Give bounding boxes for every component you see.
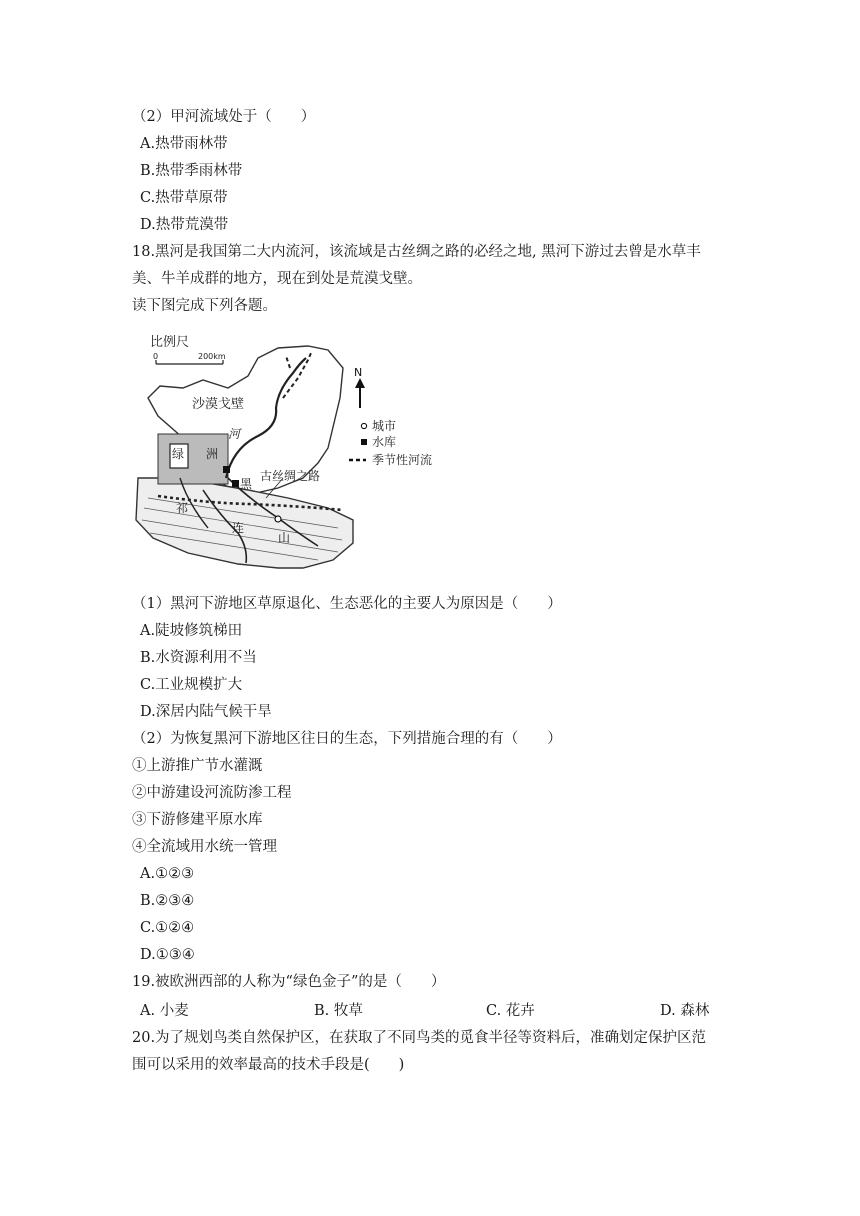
q18-sub1-option-a: A.陡坡修筑梯田: [140, 623, 243, 639]
q18-sub1-option-d: D.深居内陆气候干旱: [140, 704, 272, 720]
q18-sub2: （2）为恢复黑河下游地区往日的生态，下列措施合理的有（ ）: [132, 731, 562, 747]
oasis-label-lv: 绿: [172, 447, 185, 461]
heihe-basin-map: [128, 328, 448, 576]
scale-length: 200km: [198, 352, 226, 361]
q17-option-b: B.热带季雨林带: [140, 163, 243, 179]
city-mark: [275, 516, 281, 522]
mountain-label-shan: 山: [278, 531, 291, 545]
reservoir-mark: [232, 480, 239, 487]
q18-sub2-option-b: B.②③④: [140, 893, 195, 909]
north-label: N: [354, 366, 363, 379]
scale-title: 比例尺: [150, 335, 190, 350]
q17-option-d: D.热带荒漠带: [140, 217, 229, 233]
q17-option-c: C.热带草原带: [140, 190, 228, 206]
q18-sub2-option-d: D.①③④: [140, 947, 195, 963]
scale-zero: 0: [153, 352, 159, 361]
silk-road-label: 古丝绸之路: [260, 469, 321, 483]
q18-measure-2: ②中游建设河流防渗工程: [132, 785, 292, 801]
q18-measure-4: ④全流域用水统一管理: [132, 839, 277, 855]
qilian-mountain-area: [136, 478, 353, 568]
q20-stem-line2: 围可以采用的效率最高的技术手段是( ): [132, 1057, 405, 1073]
q19-options: [140, 1001, 720, 1021]
q18-sub1-option-c: C.工业规模扩大: [140, 677, 243, 693]
reservoir-mark: [223, 466, 230, 473]
q20-stem-line1: 20.为了规划鸟类自然保护区，在获取了不同鸟类的觅食半径等资料后，准确划定保护区范: [132, 1030, 707, 1046]
oasis-label-zhou: 洲: [206, 447, 219, 461]
north-arrow-icon: [354, 366, 365, 408]
q18-sub1: （1）黑河下游地区草原退化、生态恶化的主要人为原因是（ ）: [132, 596, 562, 612]
q17-option-a: A.热带雨林带: [140, 136, 228, 152]
q18-instruction: 读下图完成下列各题。: [132, 298, 277, 314]
legend-seasonal-river: 季节性河流: [372, 453, 433, 467]
q17-sub2: （2）甲河流域处于（ ）: [132, 109, 316, 125]
q18-measure-1: ①上游推广节水灌溉: [132, 758, 263, 774]
legend-reservoir: 水库: [372, 435, 397, 449]
legend-city: 城市: [372, 419, 397, 433]
q19-option-d: D. 森林: [660, 1003, 710, 1019]
mountain-label-qi: 祁: [176, 501, 189, 515]
q19-option-a: A. 小麦: [140, 1003, 189, 1019]
q18-sub1-option-b: B.水资源利用不当: [140, 650, 257, 666]
q19-option-b: B. 牧草: [314, 1003, 363, 1019]
q18-stem-line2: 美、牛羊成群的地方，现在到处是荒漠戈壁。: [132, 271, 422, 287]
q18-sub2-option-a: A.①②③: [140, 866, 195, 882]
map-legend: [349, 419, 432, 467]
q19-option-c: C. 花卉: [486, 1003, 535, 1019]
q18-measure-3: ③下游修建平原水库: [132, 812, 263, 828]
mountain-label-lian: 连: [232, 521, 245, 535]
river-label-he: 河: [228, 427, 241, 441]
q18-stem-line1: 18.黑河是我国第二大内流河，该流域是古丝绸之路的必经之地, 黑河下游过去曾是水草丰: [132, 244, 701, 260]
river-label-hei: 黑: [240, 477, 253, 491]
q19-stem: 19.被欧洲西部的人称为“绿色金子”的是（ ）: [132, 974, 446, 990]
q18-sub2-option-c: C.①②④: [140, 920, 195, 936]
desert-label: 沙漠戈壁: [192, 397, 245, 412]
